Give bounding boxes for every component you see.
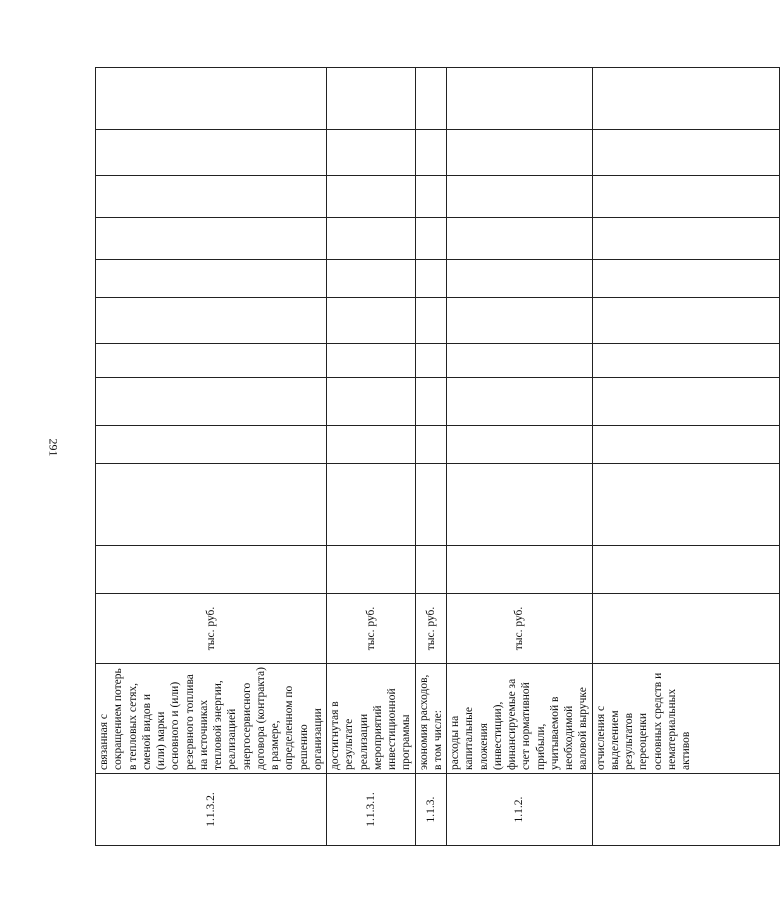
- value-cell: [415, 68, 447, 130]
- value-cell: [415, 260, 447, 298]
- value-cell: [96, 464, 327, 546]
- value-cell: [447, 218, 593, 260]
- rotated-table-wrapper: [95, 68, 692, 846]
- row-number: [592, 774, 779, 846]
- value-cell: [96, 218, 327, 260]
- row-number: 1.1.3.1.: [327, 774, 416, 846]
- row-unit: тыс. руб.: [447, 594, 593, 664]
- value-cell: [592, 344, 779, 378]
- value-cell: [415, 130, 447, 176]
- value-cell: [96, 298, 327, 344]
- value-cell: [447, 130, 593, 176]
- table-row: [415, 68, 447, 846]
- row-unit: тыс. руб.: [96, 594, 327, 664]
- value-cell: [327, 344, 416, 378]
- row-number: 1.1.3.: [415, 774, 447, 846]
- value-cell: [96, 426, 327, 464]
- row-number: 1.1.2.: [447, 774, 593, 846]
- value-cell: [327, 68, 416, 130]
- row-unit: [592, 594, 779, 664]
- value-cell: [447, 464, 593, 546]
- row-name: расходы на капитальные вложения (инвестиции), финансируемые за счет нормативной прибыли, учитываемой в необходимой валовой выручке: [447, 664, 593, 774]
- value-cell: [447, 378, 593, 426]
- value-cell: [592, 426, 779, 464]
- row-name: достигнутая в результате реализации мероприятий инвестиционной программы: [327, 664, 416, 774]
- value-cell: [447, 344, 593, 378]
- value-cell: [447, 176, 593, 218]
- table-row: [592, 68, 779, 846]
- value-cell: [592, 378, 779, 426]
- value-cell: [592, 176, 779, 218]
- value-cell: [447, 68, 593, 130]
- value-cell: [327, 378, 416, 426]
- value-cell: [96, 378, 327, 426]
- value-cell: [415, 218, 447, 260]
- value-cell: [592, 298, 779, 344]
- value-cell: [96, 68, 327, 130]
- value-cell: [592, 546, 779, 594]
- value-cell: [592, 68, 779, 130]
- value-cell: [415, 378, 447, 426]
- value-cell: [327, 130, 416, 176]
- value-cell: [327, 260, 416, 298]
- value-cell: [415, 298, 447, 344]
- value-cell: [327, 298, 416, 344]
- value-cell: [447, 260, 593, 298]
- value-cell: [327, 464, 416, 546]
- value-cell: [96, 260, 327, 298]
- value-cell: [592, 464, 779, 546]
- value-cell: [415, 464, 447, 546]
- row-unit: тыс. руб.: [415, 594, 447, 664]
- value-cell: [415, 546, 447, 594]
- value-cell: [592, 260, 779, 298]
- value-cell: [415, 426, 447, 464]
- page-number: 291: [46, 438, 61, 457]
- value-cell: [96, 130, 327, 176]
- row-number: 1.1.3.2.: [96, 774, 327, 846]
- value-cell: [415, 176, 447, 218]
- value-cell: [447, 298, 593, 344]
- value-cell: [96, 344, 327, 378]
- value-cell: [592, 218, 779, 260]
- value-cell: [327, 426, 416, 464]
- value-cell: [447, 426, 593, 464]
- table-row: [96, 68, 327, 846]
- row-name: отчисления с выделением результатов переоценки основных средств и нематериальных активов: [592, 664, 779, 774]
- row-name: связанная с сокращением потерь в тепловых сетях, сменой видов и (или) марки основного и (или) резервного топлива на источниках тепловой энергии, реализацией энергосервисного договора (контракта) в размере, определенном по решению организации: [96, 664, 327, 774]
- row-unit: тыс. руб.: [327, 594, 416, 664]
- value-cell: [96, 176, 327, 218]
- value-cell: [96, 546, 327, 594]
- table-row: [327, 68, 416, 846]
- table-row: [447, 68, 593, 846]
- data-table: [95, 67, 780, 846]
- value-cell: [592, 130, 779, 176]
- value-cell: [327, 176, 416, 218]
- value-cell: [447, 546, 593, 594]
- value-cell: [327, 218, 416, 260]
- value-cell: [415, 344, 447, 378]
- value-cell: [327, 546, 416, 594]
- row-name: экономия расходов, в том числе:: [415, 664, 447, 774]
